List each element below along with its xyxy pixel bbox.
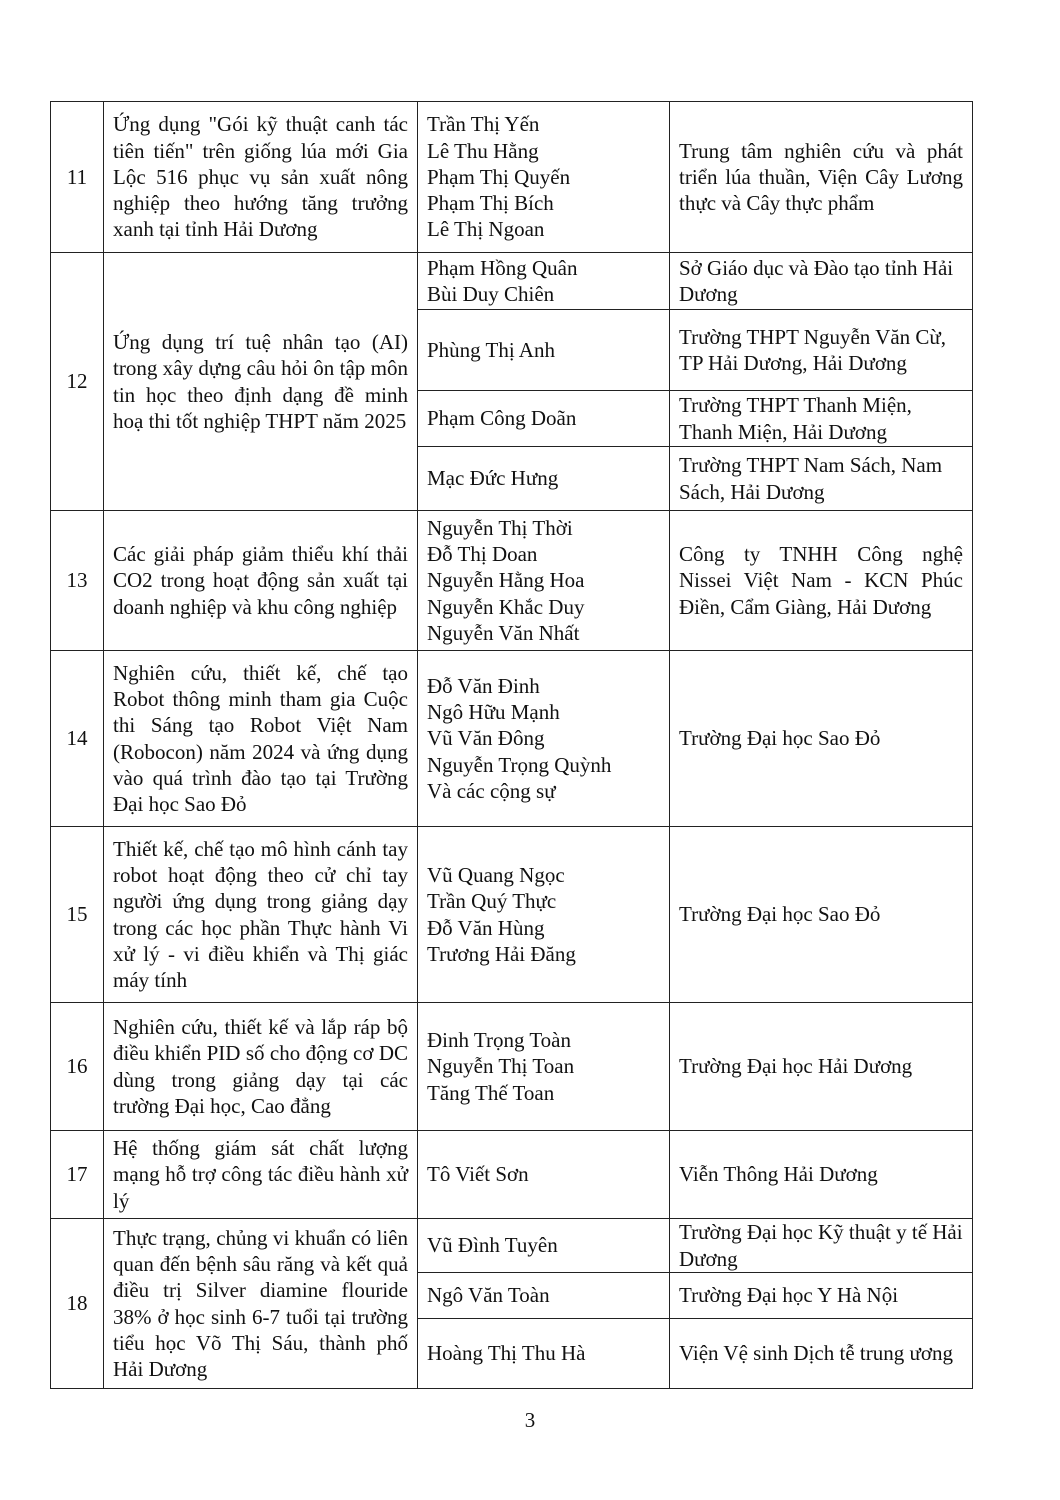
author-name: Trương Hải Đăng — [427, 941, 576, 966]
authors-cell — [418, 1131, 670, 1219]
project-title: Nghiên cứu, thiết kế và lắp ráp bộ điều khiển PID số cho động cơ DC dùng trong giảng dạy tại các trường Đại học, Cao đẳng — [104, 1003, 418, 1131]
author-name: Tô Viết Sơn — [427, 1162, 529, 1187]
author-name: Vũ Quang Ngọc — [427, 862, 565, 887]
author-name: Nguyễn Trọng Quỳnh — [427, 752, 612, 777]
organization-cell: Công ty TNHH Công nghệ Nissei Việt Nam - KCN Phúc Điền, Cẩm Giàng, Hải Dương — [670, 511, 973, 651]
author-name: Nguyễn Khắc Duy — [427, 594, 585, 619]
organization-cell: Viện Vệ sinh Dịch tễ trung ương — [670, 1319, 973, 1389]
authors-cell — [418, 1003, 670, 1131]
author-name: Và các cộng sự — [427, 778, 556, 803]
author-name: Ngô Văn Toàn — [427, 1283, 550, 1308]
project-title: Nghiên cứu, thiết kế, chế tạo Robot thông minh tham gia Cuộc thi Sáng tạo Robot Việt Nam (Robocon) năm 2024 và ứng dụng vào quá trình đào tạo tại Trường Đại học Sao Đỏ — [104, 651, 418, 827]
authors-cell — [418, 1319, 670, 1389]
author-name: Đỗ Thị Doan — [427, 542, 538, 567]
authors-cell — [418, 1219, 670, 1273]
authors-cell — [418, 1273, 670, 1319]
organization-cell: Trường THPT Thanh Miện, Thanh Miện, Hải Dương — [670, 391, 973, 447]
organization-cell: Trường Đại học Sao Đỏ — [670, 651, 973, 827]
authors-cell — [418, 102, 670, 253]
table-row — [51, 1219, 973, 1273]
author-name: Nguyễn Thị Thời — [427, 515, 573, 540]
table-row — [51, 102, 973, 253]
organization-cell: Trường THPT Nguyễn Văn Cừ, TP Hải Dương, Hải Dương — [670, 310, 973, 391]
project-title: Hệ thống giám sát chất lượng mạng hỗ trợ công tác điều hành xử lý — [104, 1131, 418, 1219]
author-name: Phạm Thị Quyến — [427, 164, 571, 189]
authors-cell — [418, 827, 670, 1003]
row-number: 13 — [51, 511, 104, 651]
author-name: Trần Quý Thực — [427, 889, 557, 914]
author-name: Nguyễn Hằng Hoa — [427, 568, 585, 593]
author-name: Phạm Thị Bích — [427, 191, 554, 216]
row-number: 17 — [51, 1131, 104, 1219]
row-number: 14 — [51, 651, 104, 827]
table-row — [51, 1131, 973, 1219]
author-name: Nguyễn Thị Toan — [427, 1054, 575, 1079]
authors-cell — [418, 511, 670, 651]
organization-cell: Trường Đại học Hải Dương — [670, 1003, 973, 1131]
author-name: Vũ Văn Đông — [427, 726, 545, 751]
authors-cell — [418, 651, 670, 827]
author-name: Phùng Thị Anh — [427, 337, 555, 362]
author-name: Mạc Đức Hưng — [427, 466, 559, 491]
authors-cell — [418, 310, 670, 391]
project-title: Thiết kế, chế tạo mô hình cánh tay robot hoạt động theo cử chỉ tay người ứng dụng trong giảng dạy trong các học phần Thực hành Vi xử lý - vi điều khiển và Thị giác máy tính — [104, 827, 418, 1003]
page-number: 3 — [524, 1408, 536, 1432]
organization-cell: Trường Đại học Sao Đỏ — [670, 827, 973, 1003]
author-name: Hoàng Thị Thu Hà — [427, 1341, 586, 1366]
table-row — [51, 651, 973, 827]
row-number: 18 — [51, 1219, 104, 1389]
author-name: Đỗ Văn Hùng — [427, 915, 545, 940]
project-title: Thực trạng, chủng vi khuẩn có liên quan đến bệnh sâu răng và kết quả điều trị Silver diamine flouride 38% ở học sinh 6-7 tuổi tại trường tiểu học Võ Thị Sáu, thành phố Hải Dương — [104, 1219, 418, 1389]
organization-cell: Trường Đại học Kỹ thuật y tế Hải Dương — [670, 1219, 973, 1273]
row-number: 12 — [51, 253, 104, 511]
authors-cell — [418, 391, 670, 447]
projects-table — [50, 101, 973, 1389]
author-name: Đinh Trọng Toàn — [427, 1028, 572, 1053]
row-number: 16 — [51, 1003, 104, 1131]
organization-cell: Trường THPT Nam Sách, Nam Sách, Hải Dương — [670, 447, 973, 511]
table-row — [51, 511, 973, 651]
project-title: Ứng dụng trí tuệ nhân tạo (AI) trong xây dựng câu hỏi ôn tập môn tin học theo định dạng đề minh hoạ thi tốt nghiệp THPT năm 2025 — [104, 253, 418, 511]
organization-cell: Trường Đại học Y Hà Nội — [670, 1273, 973, 1319]
table-row — [51, 827, 973, 1003]
authors-cell — [418, 253, 670, 310]
table-row — [51, 1003, 973, 1131]
organization-cell: Sở Giáo dục và Đào tạo tỉnh Hải Dương — [670, 253, 973, 310]
row-number: 11 — [51, 102, 104, 253]
author-name: Bùi Duy Chiên — [427, 282, 555, 306]
organization-cell: Viễn Thông Hải Dương — [670, 1131, 973, 1219]
author-name: Phạm Công Doãn — [427, 406, 577, 431]
project-title: Ứng dụng "Gói kỹ thuật canh tác tiên tiến" trên giống lúa mới Gia Lộc 516 phục vụ sản xuất nông nghiệp theo hướng tăng trưởng xanh tại tỉnh Hải Dương — [104, 102, 418, 253]
author-name: Đỗ Văn Đinh — [427, 673, 540, 698]
author-name: Ngô Hữu Mạnh — [427, 700, 560, 725]
author-name: Phạm Hồng Quân — [427, 255, 578, 280]
author-name: Vũ Đình Tuyên — [427, 1233, 558, 1258]
organization-cell: Trung tâm nghiên cứu và phát triển lúa thuần, Viện Cây Lương thực và Cây thực phẩm — [670, 102, 973, 253]
authors-cell — [418, 447, 670, 511]
row-number: 15 — [51, 827, 104, 1003]
author-name: Tăng Thế Toan — [427, 1080, 555, 1105]
author-name: Lê Thu Hằng — [427, 138, 539, 163]
author-name: Nguyễn Văn Nhất — [427, 620, 580, 645]
table-row — [51, 253, 973, 310]
project-title: Các giải pháp giảm thiểu khí thải CO2 trong hoạt động sản xuất tại doanh nghiệp và khu công nghiệp — [104, 511, 418, 651]
author-name: Trần Thị Yến — [427, 112, 540, 137]
author-name: Lê Thị Ngoan — [427, 217, 545, 242]
